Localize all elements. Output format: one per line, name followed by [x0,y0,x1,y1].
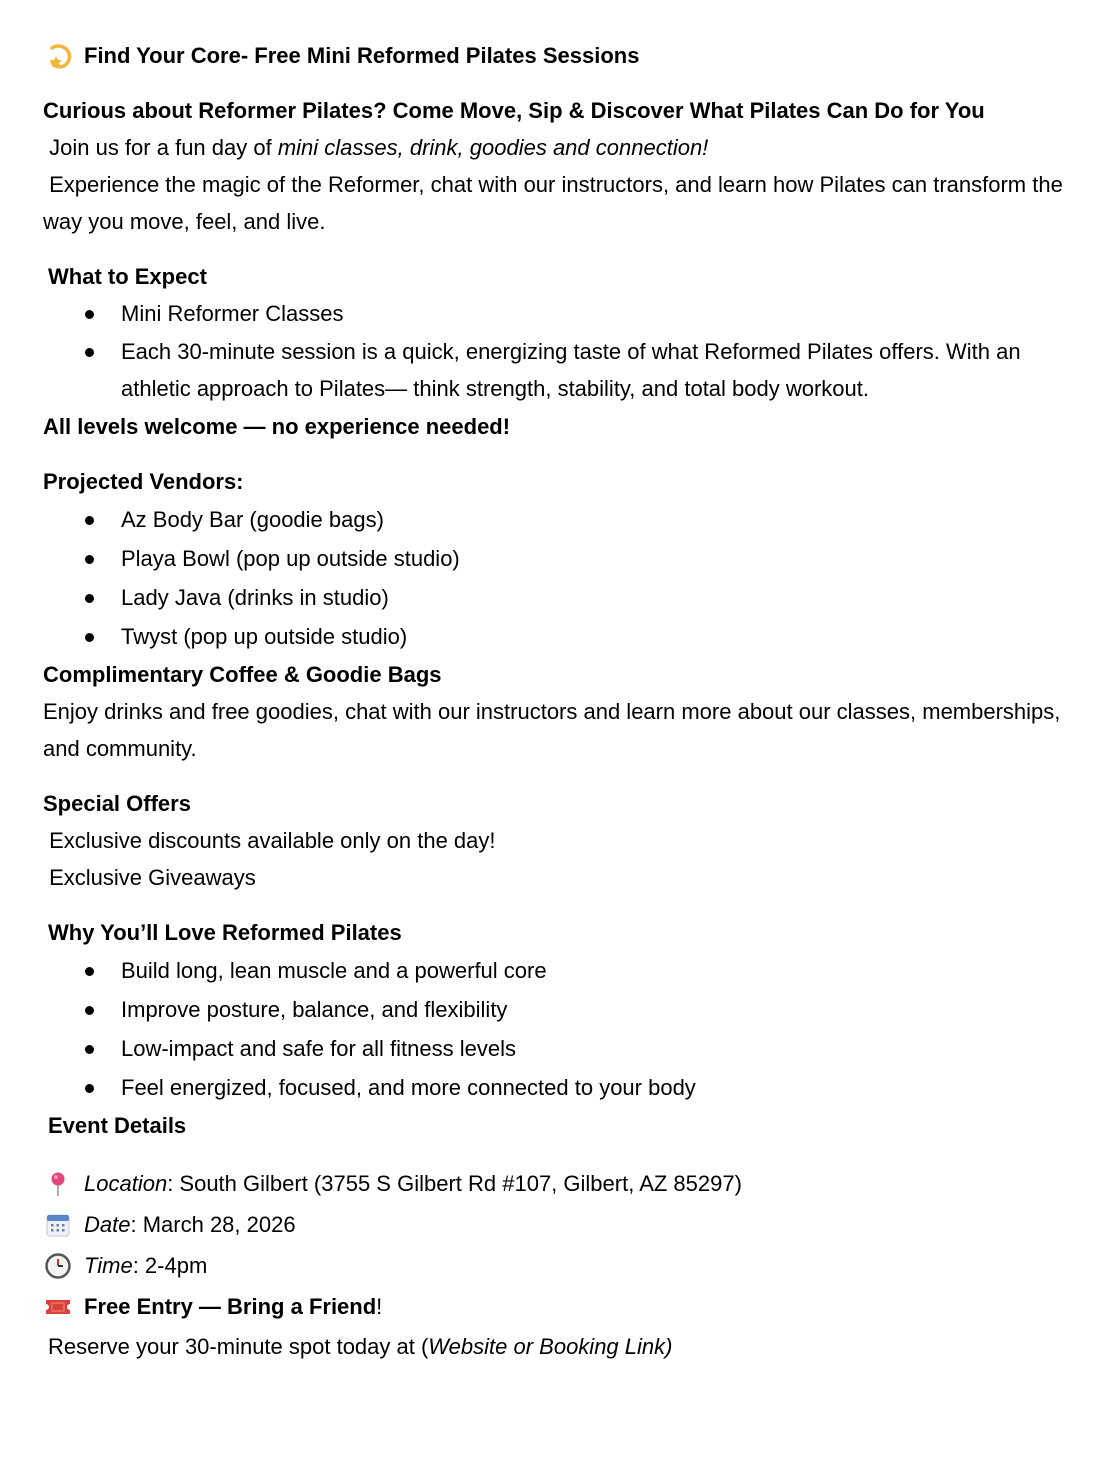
intro-line-1-text: Join us for a fun day of [43,135,278,160]
list-item-text: Each 30-minute session is a quick, energizing taste of what Reformed Pilates offers. With an athletic approach to Pilates— think strength, stability, and total body workout. [121,338,1021,401]
list-item [43,500,1073,539]
list-item-text: Build long, lean muscle and a powerful core [121,957,547,983]
list-item [43,295,1073,333]
list-item [43,1068,1073,1107]
vendors-list [43,500,1073,656]
coffee-heading: Complimentary Coffee & Goodie Bags [43,661,442,687]
love-list [43,951,1073,1107]
date-label: Date [84,1212,131,1237]
love-heading: Why You’ll Love Reformed Pilates [48,919,402,945]
intro-line-2: Experience the magic of the Reformer, chat with our instructors, and learn how Pilates can transform the way you move, feel, and live. [43,172,1069,234]
list-item-text: Twyst (pop up outside studio) [121,623,408,649]
intro-line-1-italic: mini classes, drink, goodies and connection! [277,135,709,160]
clock-icon [45,1253,71,1279]
all-levels-note: All levels welcome — no experience needed! [43,413,511,439]
vendors-heading: Projected Vendors: [43,468,244,494]
round-pushpin-icon [45,1171,71,1197]
page-title: Find Your Core- Free Mini Reformed Pilates Sessions [84,43,640,68]
booking-link[interactable]: Website or Booking Link) [428,1333,673,1359]
list-item [43,951,1073,990]
location-row [43,1164,1073,1205]
ticket-icon [45,1294,71,1320]
time-value: : 2-4pm [132,1253,208,1278]
expect-list [43,295,1073,408]
list-item-text: Low-impact and safe for all fitness levels [121,1035,516,1061]
dizzy-icon [46,42,74,70]
list-item-text: Playa Bowl (pop up outside studio) [121,545,460,571]
calendar-icon [45,1212,71,1238]
location-label: Location [84,1171,168,1196]
list-item [43,1029,1073,1068]
list-item-text: Mini Reformer Classes [121,301,344,326]
list-item [43,617,1073,656]
coffee-text: Enjoy drinks and free goodies, chat with our instructors and learn more about our classes, memberships, and community. [43,698,1067,761]
offer-line: Exclusive Giveaways [43,864,256,890]
list-item-text: Az Body Bar (goodie bags) [121,506,384,532]
list-item-text: Lady Java (drinks in studio) [121,584,389,610]
title-row [43,38,1073,74]
reserve-text: Reserve your 30-minute spot today at ( [48,1333,429,1359]
reserve-line [43,1328,1073,1365]
entry-row [43,1287,1073,1328]
list-item [43,539,1073,578]
intro-heading: Curious about Reformer Pilates? Come Move, Sip & Discover What Pilates Can Do for You [43,98,985,123]
entry-label: Free Entry — Bring a Friend [84,1294,377,1319]
list-item [43,990,1073,1029]
document [43,38,1073,1365]
list-item-text: Feel energized, focused, and more connected to your body [121,1074,696,1100]
list-item [43,333,1073,408]
list-item [43,578,1073,617]
list-item-text: Improve posture, balance, and flexibility [121,996,508,1022]
location-value: : South Gilbert (3755 S Gilbert Rd #107, Gilbert, AZ 85297) [167,1171,742,1196]
time-row [43,1246,1073,1287]
time-label: Time [84,1253,133,1278]
date-row [43,1205,1073,1246]
offers-heading: Special Offers [43,790,191,816]
expect-heading: What to Expect [48,264,207,289]
intro-line-1 [43,129,1073,166]
offer-line: Exclusive discounts available only on the day! [43,827,496,853]
details-heading: Event Details [48,1112,187,1138]
date-value: : March 28, 2026 [130,1212,296,1237]
entry-suffix: ! [376,1294,383,1319]
